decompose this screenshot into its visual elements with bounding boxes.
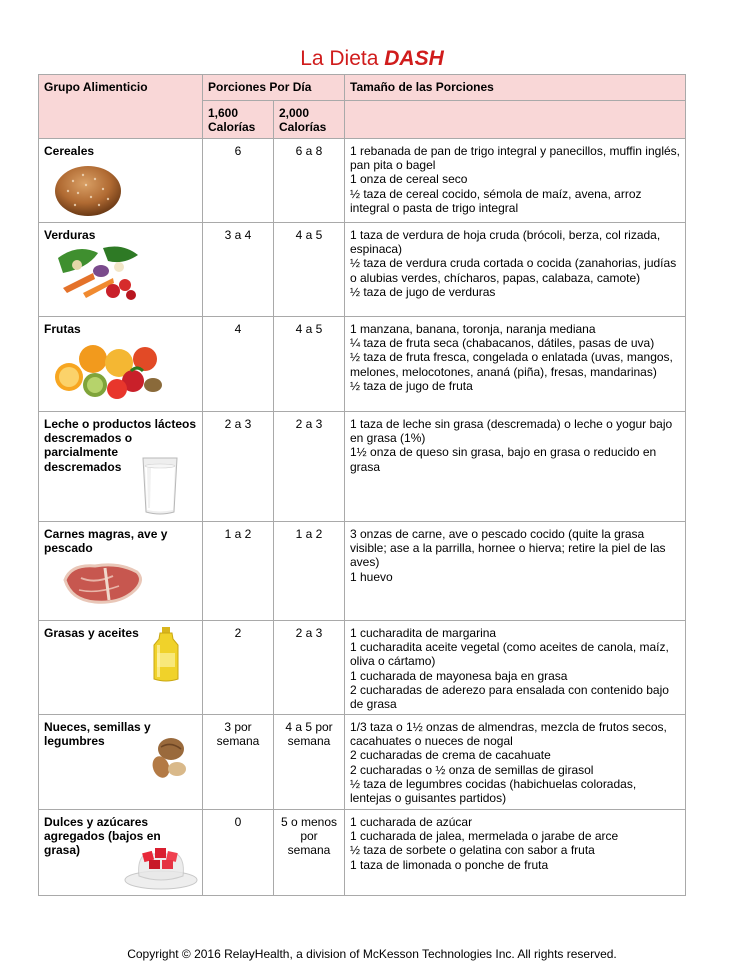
header-2000-number: 2,000: [279, 106, 310, 120]
table-row: [39, 810, 686, 896]
portion-line: ½ taza de jugo de fruta: [350, 378, 473, 393]
portion-line: 1 manzana, banana, toronja, naranja mediana: [350, 322, 596, 336]
portions-1600-cell: 3 a 4: [203, 223, 274, 317]
food-group-name: Grasas y aceites: [44, 626, 139, 640]
portion-size-cell: [345, 715, 686, 810]
portion-size-cell: [345, 317, 686, 412]
portions-2000-cell: 4 a 5: [274, 223, 345, 317]
portion-size-cell: [345, 810, 686, 896]
dash-diet-table: [38, 74, 686, 896]
portions-2000-cell: 2 a 3: [274, 621, 345, 715]
portion-line: ¼ taza de fruta seca (chabacanos, dátiles, pasas de uva): [350, 336, 655, 351]
header-row: [39, 75, 686, 101]
table-row: [39, 139, 686, 223]
portion-line: 3 onzas de carne, ave o pescado cocido (quite la grasa visible; ase a la parrilla, hornee o hierva; retire la piel de las aves): [350, 527, 666, 570]
portions-2000-cell: 4 a 5: [274, 317, 345, 412]
header-1600-calories: [203, 101, 274, 139]
gelatin-dessert-icon: [123, 842, 199, 890]
title-emphasis: DASH: [384, 47, 444, 70]
food-group-name: Cereales: [44, 144, 95, 158]
portion-line: 1 huevo: [350, 569, 393, 584]
header-empty: [345, 101, 686, 139]
header-2000-calories: [274, 101, 345, 139]
title-prefix: La Dieta: [300, 47, 379, 70]
food-group-cell: [39, 223, 203, 317]
portion-line: ½ taza de fruta fresca, congelada o enlatada (uvas, mangos, melones, melocotones, ananá (piña), fresas, mandarinas): [350, 350, 673, 379]
portion-line: ½ taza de verdura cruda cortada o cocida (zanahorias, judías o alubias verdes, chícharos, papas, calabaza, camote): [350, 256, 677, 285]
food-group-name: Nueces, semillas y legumbres: [44, 720, 151, 749]
food-group-name: Dulces y azúcares agregados (bajos en grasa): [44, 815, 161, 858]
copyright-footer: Copyright © 2016 RelayHealth, a division of McKesson Technologies Inc. All rights reserved.: [127, 947, 617, 961]
portion-size-cell: [345, 412, 686, 522]
portion-line: 1½ onza de queso sin grasa, bajo en grasa o reducido en grasa: [350, 445, 657, 474]
food-group-cell: [39, 810, 203, 896]
table-row: [39, 223, 686, 317]
header-group: Grupo Alimenticio: [39, 75, 203, 139]
portions-2000-cell: 5 o menos por semana: [274, 810, 345, 896]
fruits-icon: [53, 337, 165, 403]
portion-line: 1 onza de cereal seco: [350, 172, 468, 187]
portion-line: 1/3 taza o 1½ onzas de almendras, mezcla de frutos secos, cacahuates o nueces de nogal: [350, 720, 667, 749]
header-portion-size: Tamaño de las Porciones: [345, 75, 686, 101]
table-row: [39, 317, 686, 412]
portion-line: ½ taza de jugo de verduras: [350, 284, 496, 299]
portions-1600-cell: 4: [203, 317, 274, 412]
food-group-cell: [39, 522, 203, 621]
header-portions-per-day: Porciones Por Día: [203, 75, 345, 101]
milk-glass-icon: [141, 456, 179, 516]
portions-1600-cell: 2: [203, 621, 274, 715]
portion-line: 2 cucharadas o ½ onza de semillas de girasol: [350, 762, 594, 777]
portion-line: 1 cucharada de mayonesa baja en grasa: [350, 668, 568, 683]
portion-line: 1 cucharada de azúcar: [350, 815, 473, 829]
portions-2000-cell: 4 a 5 por semana: [274, 715, 345, 810]
portions-1600-cell: 6: [203, 139, 274, 223]
portion-line: 1 cucharadita de margarina: [350, 626, 497, 640]
food-group-cell: [39, 621, 203, 715]
portions-1600-cell: 0: [203, 810, 274, 896]
oil-bottle-icon: [151, 627, 181, 683]
header-1600-label: Calorías: [208, 120, 256, 135]
portion-line: ½ taza de sorbete o gelatina con sabor a fruta: [350, 843, 595, 858]
portion-size-cell: [345, 223, 686, 317]
table-row: [39, 621, 686, 715]
food-group-cell: [39, 317, 203, 412]
page-title: [0, 46, 744, 72]
steak-icon: [61, 560, 145, 608]
food-group-name: Frutas: [44, 322, 81, 336]
portion-line: ½ taza de cereal cocido, sémola de maíz, avena, arroz integral o pasta de trigo integral: [350, 186, 642, 215]
nuts-icon: [149, 737, 189, 781]
portion-line: 1 rebanada de pan de trigo integral y panecillos, muffin inglés, pan pita o bagel: [350, 144, 680, 173]
food-group-cell: [39, 715, 203, 810]
portion-line: 1 taza de limonada o ponche de fruta: [350, 857, 549, 872]
vegetables-icon: [53, 243, 143, 305]
portions-1600-cell: 3 por semana: [203, 715, 274, 810]
food-group-cell: [39, 139, 203, 223]
portion-line: ½ taza de legumbres cocidas (habichuelas coloradas, lentejas o guisantes partidos): [350, 776, 637, 806]
portion-line: 2 cucharadas de aderezo para ensalada con contenido bajo de grasa: [350, 682, 669, 712]
portion-line: 1 taza de verdura de hoja cruda (brócoli, berza, col rizada, espinaca): [350, 228, 661, 257]
table-row: [39, 715, 686, 810]
food-group-name: Leche o productos lácteos descremados o parcialmente descremados: [44, 417, 197, 474]
portion-line: 1 cucharada de jalea, mermelada o jarabe de arce: [350, 829, 619, 844]
food-group-name: Carnes magras, ave y pescado: [44, 527, 168, 556]
header-1600-number: 1,600: [208, 106, 239, 120]
portion-size-cell: [345, 621, 686, 715]
bread-icon: [53, 161, 123, 217]
header-2000-label: Calorías: [279, 120, 327, 135]
portion-size-cell: [345, 139, 686, 223]
portion-size-cell: [345, 522, 686, 621]
food-group-cell: [39, 412, 203, 522]
portions-2000-cell: 6 a 8: [274, 139, 345, 223]
portion-line: 2 cucharadas de crema de cacahuate: [350, 748, 551, 763]
portions-1600-cell: 1 a 2: [203, 522, 274, 621]
portions-2000-cell: 2 a 3: [274, 412, 345, 522]
table-row: [39, 522, 686, 621]
portion-line: 1 cucharadita aceite vegetal (como aceites de canola, maíz, oliva o cártamo): [350, 640, 669, 669]
portion-line: 1 taza de leche sin grasa (descremada) o leche o yogur bajo en grasa (1%): [350, 417, 673, 446]
food-group-name: Verduras: [44, 228, 96, 242]
portions-1600-cell: 2 a 3: [203, 412, 274, 522]
table-row: [39, 412, 686, 522]
portions-2000-cell: 1 a 2: [274, 522, 345, 621]
